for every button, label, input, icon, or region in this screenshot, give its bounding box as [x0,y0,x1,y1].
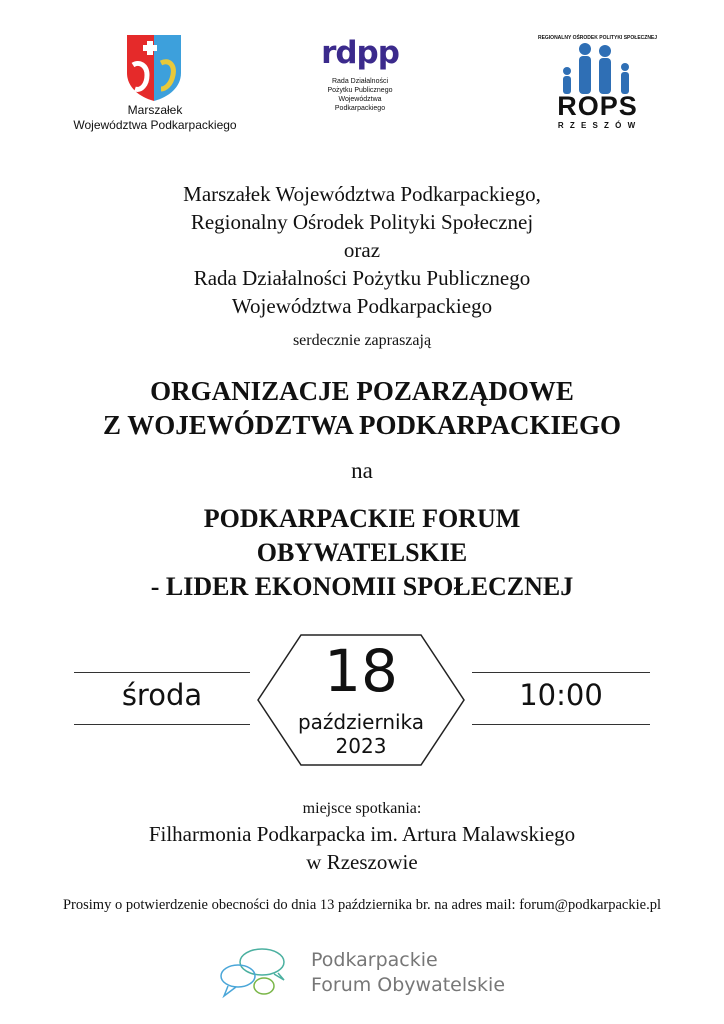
venue-city: w Rzeszowie [306,850,418,874]
footer-line: Podkarpackie [311,949,438,971]
invite-text: serdecznie zapraszają [292,332,432,349]
event-title [0,502,724,604]
marszalek-caption-1: Marszałek [127,103,183,117]
marszalek-caption-2: Województwa Podkarpackiego [73,118,237,132]
divider [74,672,250,673]
event-line: - LIDER EKONOMII SPOŁECZNEJ [150,572,574,601]
venue-name: Filharmonia Podkarpacka im. Artura Malawskiego [148,822,576,846]
audience-line: ORGANIZACJE POZARZĄDOWE [150,376,574,406]
event-line: PODKARPACKIE FORUM [203,504,521,533]
footer-logo-text [311,948,505,998]
rdpp-mark: rdpp [321,35,399,71]
rsvp-text: Prosimy o potwierdzenie obecności do dnia 13 października br. na adres mail: forum@podkarpackie.pl [62,897,661,913]
rops-city: R Z E S Z Ó W [557,121,638,130]
marszalek-logo [60,35,250,135]
event-line: OBYWATELSKIE [256,538,468,567]
speech-bubbles-icon [218,946,294,1002]
month: października [297,710,425,734]
audience-line: Z WOJEWÓDZTWA PODKARPACKIEGO [102,410,622,440]
rdpp-caption: Województwa [338,96,382,103]
family-icon [555,41,640,96]
divider [472,672,650,673]
coat-of-arms-icon [127,35,181,101]
year: 2023 [335,734,387,758]
audience [0,374,724,442]
time: 10:00 [519,678,603,712]
rops-logo [535,35,660,130]
hosts [0,180,724,320]
host-line: oraz [343,238,381,262]
host-line: Marszałek Województwa Podkarpackiego, [183,182,541,206]
weekday: środa [121,678,203,712]
rdpp-caption: Podkarpackiego [334,105,386,112]
divider [74,724,250,725]
rdpp-logo [300,35,420,113]
divider [472,724,650,725]
day: 18 [324,637,398,705]
host-line: Regionalny Ośrodek Polityki Społecznej [190,210,534,234]
footer-line: Forum Obywatelskie [311,974,506,996]
na-text: na [351,458,373,483]
rops-arc-text: REGIONALNY OŚRODEK POLITYKI SPOŁECZNEJ [537,35,658,41]
rdpp-caption: Pożytku Publicznego [327,87,393,94]
host-line: Rada Działalności Pożytku Publicznego [193,266,531,290]
rdpp-caption: Rada Działalności [331,78,389,85]
host-line: Województwa Podkarpackiego [231,294,493,318]
rops-mark: ROPS [557,91,638,121]
venue-label: miejsce spotkania: [302,800,422,817]
